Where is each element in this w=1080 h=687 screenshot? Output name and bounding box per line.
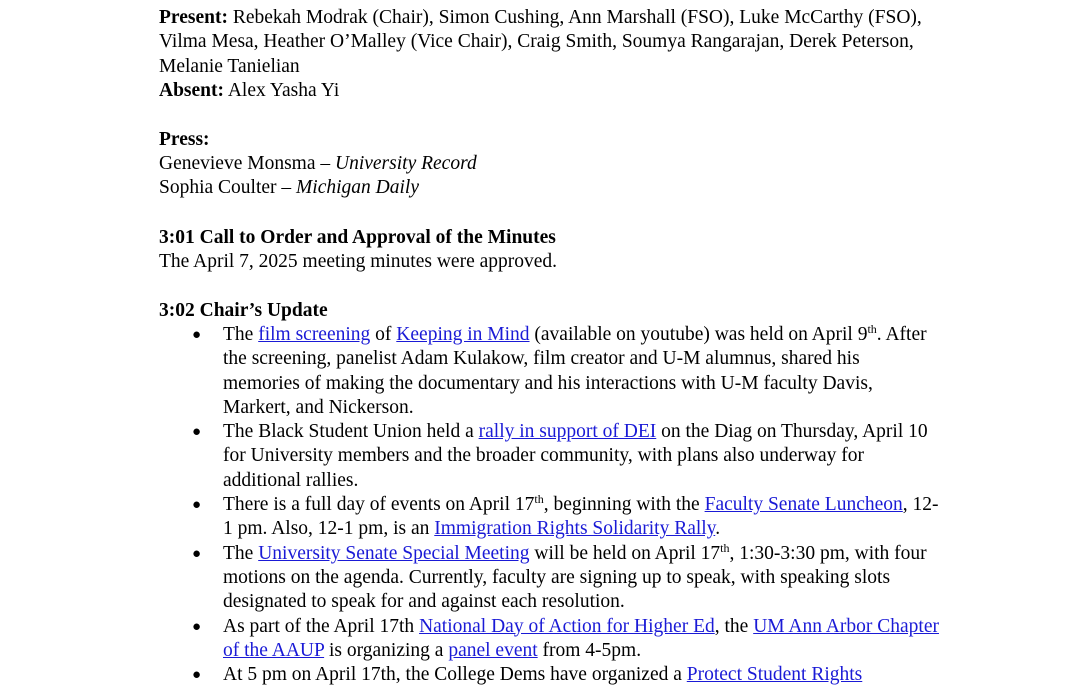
bullet-dot-icon: ● bbox=[192, 618, 202, 635]
item-text: of bbox=[370, 324, 397, 345]
press-separator: – bbox=[276, 177, 297, 198]
rally-dei-link[interactable]: rally in support of DEI bbox=[478, 421, 657, 443]
item-text: will be held on April 17 bbox=[529, 542, 721, 564]
absent-names: Alex Yasha Yi bbox=[227, 80, 340, 101]
national-day-of-action-link[interactable]: National Day of Action for Higher Ed bbox=[419, 615, 715, 637]
present-names: Rebekah Modrak (Chair), Simon Cushing, Ann Marshall (FSO), Luke McCarthy (FSO), Vilma Mesa, Heather O’Malley (Vice Chair), Craig Smith, Soumya Rangarajan, Derek Peterson, Melanie Tanielian bbox=[159, 7, 922, 77]
present-label: Present: bbox=[159, 7, 228, 28]
present-paragraph bbox=[159, 6, 959, 79]
item-text: At 5 pm on April 17th, the College Dems have organized a bbox=[223, 664, 687, 686]
keeping-in-mind-link[interactable]: Keeping in Mind bbox=[396, 324, 530, 345]
bullet-dot-icon: ● bbox=[192, 424, 202, 441]
ordinal-suffix: th bbox=[534, 492, 544, 507]
press-entry bbox=[159, 176, 959, 200]
press-entry bbox=[159, 152, 959, 176]
item-text: . After the screening, panelist Adam Kulakow, film creator and U-M alumnus, shared his memories of making the documentary and his interactions with U-M faculty Davis, Markert, and Nickerson. bbox=[223, 324, 927, 418]
item-text: from 4-5pm. bbox=[537, 639, 642, 661]
call-to-order-heading: 3:01 Call to Order and Approval of the Minutes bbox=[159, 227, 556, 248]
item-text: , beginning with the bbox=[543, 494, 705, 516]
press-name: Genevieve Monsma bbox=[159, 153, 316, 174]
bullet-dot-icon: ● bbox=[192, 667, 202, 684]
item-text: The bbox=[223, 324, 259, 345]
ordinal-suffix: th bbox=[867, 322, 877, 336]
senate-special-meeting-link[interactable]: University Senate Special Meeting bbox=[258, 542, 530, 564]
item-text: , the bbox=[714, 615, 754, 637]
bullet-dot-icon: ● bbox=[192, 545, 202, 562]
bullet-dot-icon: ● bbox=[192, 327, 202, 343]
item-text: . bbox=[715, 518, 721, 540]
list-item bbox=[159, 420, 939, 493]
item-text: is organizing a bbox=[324, 639, 449, 661]
item-text: The Black Student Union held a bbox=[223, 421, 479, 443]
press-separator: – bbox=[315, 153, 335, 174]
absent-label: Absent: bbox=[159, 80, 225, 101]
faculty-senate-luncheon-link[interactable]: Faculty Senate Luncheon bbox=[704, 494, 903, 516]
film-screening-link[interactable]: film screening bbox=[258, 324, 371, 345]
item-text: (available on youtube) was held on April 9 bbox=[529, 324, 868, 345]
panel-event-link[interactable]: panel event bbox=[448, 639, 538, 661]
list-item bbox=[159, 323, 939, 420]
chairs-update-list bbox=[159, 323, 959, 687]
item-text: As part of the April 17th bbox=[223, 615, 420, 637]
press-heading: Press: bbox=[159, 129, 210, 150]
aaup-chapter-link[interactable]: UM Ann Arbor Chapter of the AAUP bbox=[223, 615, 939, 661]
absent-paragraph bbox=[159, 79, 959, 103]
list-item bbox=[159, 663, 939, 687]
item-text: There is a full day of events on April 17 bbox=[223, 494, 535, 516]
list-item bbox=[159, 615, 939, 664]
press-outlet: Michigan Daily bbox=[296, 177, 419, 198]
item-text: on the Diag on Thursday, April 10 for University members and the broader community, with plans also underway for additional rallies. bbox=[223, 421, 928, 491]
press-outlet: University Record bbox=[335, 153, 477, 174]
protect-student-rights-link[interactable]: Protect Student Rights bbox=[686, 664, 863, 686]
item-text: , 12-1 pm. Also, 12-1 pm, is an bbox=[223, 494, 939, 540]
ordinal-suffix: th bbox=[720, 540, 730, 555]
press-name: Sophia Coulter bbox=[159, 177, 277, 198]
immigration-rally-link[interactable]: Immigration Rights Solidarity Rally bbox=[434, 518, 716, 540]
item-text: The bbox=[223, 542, 259, 564]
bullet-dot-icon: ● bbox=[192, 497, 202, 514]
call-to-order-text: The April 7, 2025 meeting minutes were approved. bbox=[159, 251, 558, 272]
list-item bbox=[159, 542, 939, 615]
list-item bbox=[159, 493, 939, 542]
item-text: , 1:30-3:30 pm, with four motions on the agenda. Currently, faculty are signing up to speak, with speaking slots designated to speak for and against each resolution. bbox=[223, 542, 927, 613]
chairs-update-heading: 3:02 Chair’s Update bbox=[159, 300, 328, 321]
